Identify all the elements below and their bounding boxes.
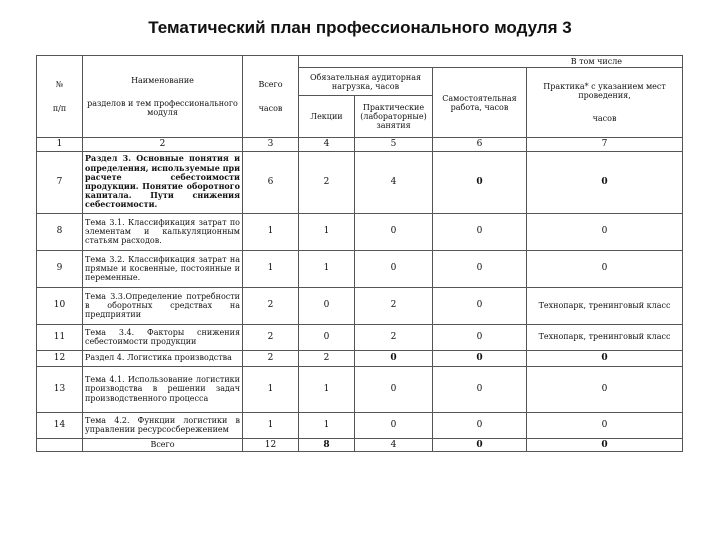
row-practice: 0: [527, 412, 683, 438]
row-selfwork: 0: [433, 287, 527, 324]
row-lectures: 1: [299, 213, 355, 250]
total-label: Всего: [83, 438, 243, 451]
row-selfwork: 0: [433, 412, 527, 438]
row-selfwork: 0: [433, 324, 527, 350]
total-row: [37, 438, 683, 451]
header-name-top: Наименование: [131, 75, 194, 85]
header-total-bottom: часов: [258, 103, 283, 113]
row-lectures: 2: [299, 350, 355, 366]
total-lectures: 8: [299, 438, 355, 451]
row-lectures: 1: [299, 412, 355, 438]
row-lectures: 1: [299, 366, 355, 412]
header-lectures: Лекции: [299, 96, 355, 138]
row-num: 10: [37, 287, 83, 324]
row-total: 1: [243, 250, 299, 287]
row-total: 2: [243, 287, 299, 324]
table-row: [37, 250, 683, 287]
row-selfwork: 0: [433, 366, 527, 412]
table-row: [37, 151, 683, 213]
col-number: 4: [299, 138, 355, 151]
thematic-plan-table: [36, 55, 683, 452]
header-practice-top: Практика* с указанием мест проведения,: [543, 81, 666, 101]
header-including: В том числе: [299, 56, 683, 68]
row-total: 1: [243, 412, 299, 438]
row-selfwork: 0: [433, 350, 527, 366]
row-total: 2: [243, 324, 299, 350]
row-total: 6: [243, 151, 299, 213]
header-practical: Практические (лабораторные) занятия: [355, 96, 433, 138]
row-lectures: 2: [299, 151, 355, 213]
row-name: Тема 4.1. Использование логистики производства в решении задач производственного процесса: [83, 366, 243, 412]
row-num: 8: [37, 213, 83, 250]
col-number: 7: [527, 138, 683, 151]
row-num: 13: [37, 366, 83, 412]
row-practice: 0: [527, 350, 683, 366]
col-number: 6: [433, 138, 527, 151]
total-total: 12: [243, 438, 299, 451]
table-row: [37, 350, 683, 366]
row-practice: 0: [527, 213, 683, 250]
row-name: Тема 3.3.Определение потребности в оборотных средствах на предприятии: [83, 287, 243, 324]
row-practical: 0: [355, 412, 433, 438]
row-practical: 0: [355, 350, 433, 366]
row-practical: 2: [355, 287, 433, 324]
row-num: 11: [37, 324, 83, 350]
total-practice: 0: [527, 438, 683, 451]
header-total-top: Всего: [258, 80, 283, 90]
row-practice: 0: [527, 250, 683, 287]
row-name: Тема 3.1. Классификация затрат по элементам и калькуляционным статьям расходов.: [83, 213, 243, 250]
header-num-top: №: [55, 80, 64, 90]
header-name-bottom: разделов и тем профессионального модуля: [87, 99, 238, 118]
row-practice: 0: [527, 151, 683, 213]
row-total: 1: [243, 366, 299, 412]
row-name: Раздел 3. Основные понятия и определения, используемые при расчете себестоимости продукции. Понятие оборотного капитала. Пути снижения себестоимости.: [83, 151, 243, 213]
col-number: 1: [37, 138, 83, 151]
header-name-cell: [83, 56, 243, 138]
table-row: [37, 412, 683, 438]
header-selfwork: Самостоятельная работа, часов: [433, 68, 527, 138]
total-num: [37, 438, 83, 451]
row-practice: Технопарк, тренинговый класс: [527, 287, 683, 324]
table-row: [37, 366, 683, 412]
table-row: [37, 324, 683, 350]
row-lectures: 1: [299, 250, 355, 287]
row-lectures: 0: [299, 324, 355, 350]
row-practical: 2: [355, 324, 433, 350]
header-num-cell: [37, 56, 83, 138]
row-practice: Технопарк, тренинговый класс: [527, 324, 683, 350]
header-practice-cell: [527, 68, 683, 138]
row-lectures: 0: [299, 287, 355, 324]
row-practical: 4: [355, 151, 433, 213]
row-selfwork: 0: [433, 213, 527, 250]
header-total-cell: [243, 56, 299, 138]
header-mandatory: Обязательная аудиторная нагрузка, часов: [299, 68, 433, 96]
total-practical: 4: [355, 438, 433, 451]
row-num: 12: [37, 350, 83, 366]
row-name: Раздел 4. Логистика производства: [83, 350, 243, 366]
row-selfwork: 0: [433, 250, 527, 287]
row-name: Тема 3.4. Факторы снижения себестоимости продукции: [83, 324, 243, 350]
page-title: Тематический план профессионального модуля 3: [148, 18, 572, 37]
row-num: 14: [37, 412, 83, 438]
row-name: Тема 3.2. Классификация затрат на прямые и косвенные, постоянные и переменные.: [83, 250, 243, 287]
col-number: 3: [243, 138, 299, 151]
header-num-bottom: п/п: [52, 103, 67, 113]
total-selfwork: 0: [433, 438, 527, 451]
row-total: 2: [243, 350, 299, 366]
row-num: 9: [37, 250, 83, 287]
row-practice: 0: [527, 366, 683, 412]
row-selfwork: 0: [433, 151, 527, 213]
table-row: [37, 287, 683, 324]
col-number: 2: [83, 138, 243, 151]
row-practical: 0: [355, 366, 433, 412]
row-total: 1: [243, 213, 299, 250]
header-practice-bottom: часов: [592, 114, 617, 124]
table-row: [37, 213, 683, 250]
row-practical: 0: [355, 213, 433, 250]
row-num: 7: [37, 151, 83, 213]
col-number: 5: [355, 138, 433, 151]
row-practical: 0: [355, 250, 433, 287]
row-name: Тема 4.2. Функции логистики в управлении ресурсосбережением: [83, 412, 243, 438]
